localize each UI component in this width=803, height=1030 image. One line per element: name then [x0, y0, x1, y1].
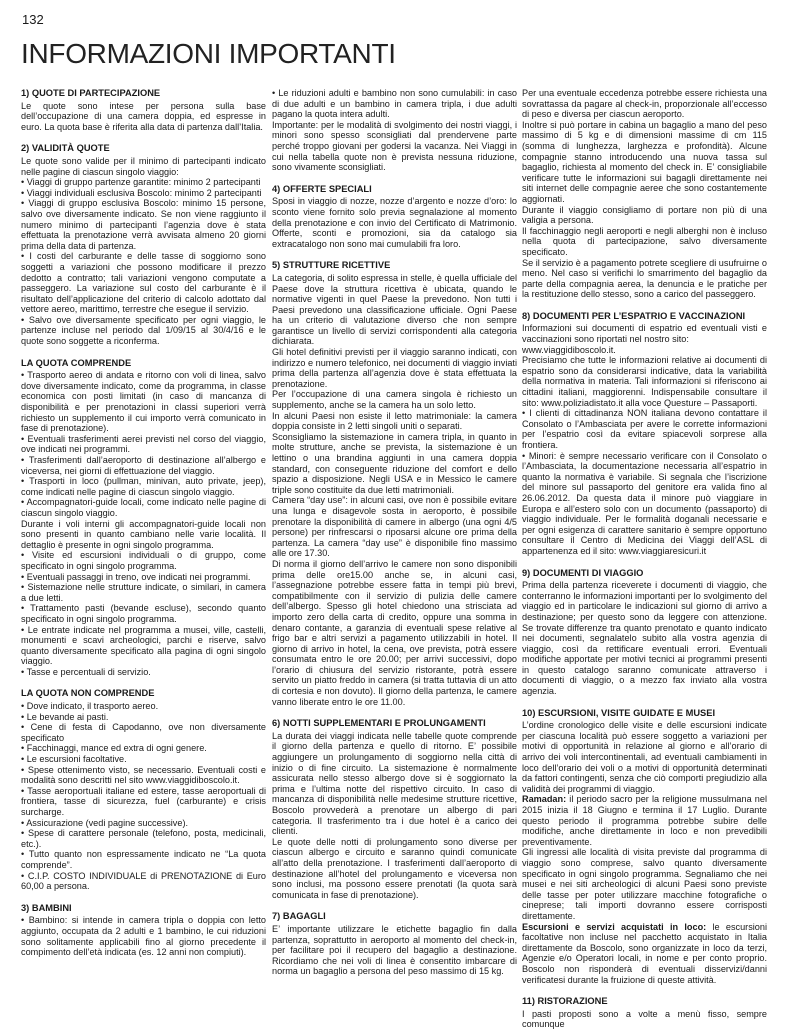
section-paragraph: • Le riduzioni adulti e bambino non sono cumulabili: in caso di due adulti e un bambino in camera tripla, i due adulti pagano la quota intera adulti.	[272, 88, 517, 120]
section-heading: LA QUOTA NON COMPRENDE	[21, 688, 155, 699]
section-paragraph: Le quote delle notti di prolungamento sono diverse per ciascun albergo e circuito e saranno quindi comunicate all’atto della prenotazione. I trasferimenti dall’aeroporto di destinazione all’hotel del prolungamento e viceversa non sono inclusi, ma possono essere prenotati (la quota sarà comunicata in fase di prenotazione).	[272, 836, 517, 900]
section	[21, 143, 266, 346]
section-paragraph: Le quote sono intese per persona sulla base dell’occupazione di una camera doppia, ed espresse in euro. La quota base è riferita alla data di partenza dall’Italia.	[21, 100, 266, 132]
section-paragraph: • Le escursioni facoltative.	[21, 754, 127, 765]
section-paragraph: • C.I.P. COSTO INDIVIDUALE di PRENOTAZIONE di Euro 60,00 a persona.	[21, 870, 266, 892]
section-paragraph: • Viaggi individuali esclusiva Boscolo: minimo 2 partecipanti	[21, 187, 262, 198]
section-heading: 11) RISTORAZIONE	[522, 996, 608, 1007]
section	[272, 184, 517, 250]
section-paragraph: L’ordine cronologico delle visite e delle escursioni indicate per ciascuna località può essere soggetto a variazioni per motivi di opportunità in relazione al giorno e all’orario di arrivo dei voli intercontinentali, ad eventuali cambiamenti in loco dell’orario dei voli o a motivi di opportunità determinati da fattori contingenti, senza che ciò comporti pregiudizio alla validità dei programmi di viaggio.	[522, 720, 767, 794]
section	[272, 260, 517, 707]
section-paragraph: Per una eventuale eccedenza potrebbe essere richiesta una sovrattassa da pagare al check-in, proporzionale all’eccesso di peso e diversa per ciascun aeroporto.	[522, 88, 767, 120]
section-paragraph: • Trattamento pasti (bevande escluse), secondo quanto specificato in ogni singolo programma.	[21, 603, 266, 624]
section-paragraph: • Facchinaggi, mance ed extra di ogni genere.	[21, 743, 207, 754]
section-paragraph: La categoria, di solito espressa in stelle, è quella ufficiale del Paese dove la struttura ricettiva è ubicata, quando le normative vigenti in quel Paese la prevedono. Non tutti i Paesi prevedono una classificazione ufficiale. Ogni Paese ha un criterio di valutazione diverso che non sempre garantisce un livello di servizi corrispondenti alla categoria dichiarata.	[272, 272, 517, 347]
text-column-1	[21, 88, 266, 1016]
section-paragraph: • Sistemazione nelle strutture indicate, o similari, in camera a due letti.	[21, 582, 266, 603]
section-heading: 10) ESCURSIONI, VISITE GUIDATE E MUSEI	[522, 707, 716, 718]
section-paragraph: • Viaggi di gruppo esclusiva Boscolo: minimo 15 persone, salvo ove diversamente indicato. Se non viene raggiunto il numero minimo di partecipanti l’agenzia dove è stata effettuata la prenotazione verrà avvisata almeno 20 giorni prima della data di partenza.	[21, 198, 266, 251]
section-paragraph: Precisiamo che tutte le informazioni relative ai documenti di espatrio sono da considerarsi indicative, data la variabilità della normativa in materia. Tali informazioni si riferiscono ai cittadini italiani, maggiorenni. Indispensabile consultare il sito: www.poliziadistato.it alla voce Questure – Passaporti.	[522, 355, 767, 408]
section-paragraph: Ramadan: il periodo sacro per la religione mussulmana nel 2015 inizia il 18 Giugno e termina il 17 Luglio. Durante questo periodo il programma potrebbe subire delle modifiche, anche direttamente in loco e non prevedibili preventivamente.	[522, 794, 767, 847]
section-paragraph: • Tasse aeroportuali italiane ed estere, tasse aeroportuali di frontiera, tasse di sicurezza, fuel (carburante) e crisis surcharge.	[21, 785, 266, 817]
section-paragraph: www.viaggidiboscolo.it.	[522, 344, 616, 355]
section-paragraph: • Le bevande ai pasti.	[21, 711, 109, 722]
section-paragraph: • Eventuali passaggi in treno, ove indicati nei programmi.	[21, 571, 251, 582]
section-heading: 2) VALIDITÀ QUOTE	[21, 143, 110, 154]
section-paragraph: Le quote sono valide per il minimo di partecipanti indicato nelle pagine di ciascun singolo viaggio:	[21, 155, 266, 177]
section-paragraph: Durante il viaggio consigliamo di portare non più di una valigia a persona.	[522, 204, 767, 226]
section-paragraph: • Minori: è sempre necessario verificare con il Consolato o l’Ambasciata, la documentazione necessaria all’espatrio in quanto la normativa è variabile. Si segnala che l’iscrizione del minore sul passaporto del genitore era valida fino al 26.06.2012. Da questa data il minore può viaggiare in Europa e all’estero solo con un documento (passaporto) di viaggio individuale. Per le formalità doganali necessarie e per ogni esigenza di carattere sanitario è sempre opportuno consultare il Centro di Medicina dei Viaggi dell’ASL di appartenenza ed il sito: www.viaggiaresicuri.it	[522, 450, 767, 556]
page-title: INFORMAZIONI IMPORTANTI	[21, 38, 396, 69]
section-paragraph: • Tasse e percentuali di servizio.	[21, 666, 151, 677]
section	[522, 88, 767, 300]
section-paragraph: • I costi del carburante e delle tasse di soggiorno sono soggetti a variazioni che possono modificare il prezzo dedotto a contratto; tali variazioni vengono computate a passeggero. La variazione sul costo del carburante è il risultato dell’applicazione del criterio di calcolo adottato dal vettore aereo, marittimo, terrestre che esegue il servizio.	[21, 251, 266, 315]
section	[21, 358, 266, 678]
section-paragraph: Il facchinaggio negli aeroporti e negli alberghi non è incluso nella quota di partecipazione, salvo diversamente specificato.	[522, 225, 767, 257]
section-heading: 4) OFFERTE SPECIALI	[272, 183, 372, 194]
section-paragraph: • I clienti di cittadinanza NON italiana devono contattare il Consolato o l’Ambasciata per avere le corrette informazioni per l’espatrio così da evitare spiacevoli sorprese alla frontiera.	[522, 408, 767, 450]
section	[21, 88, 266, 132]
section	[522, 568, 767, 697]
section-paragraph: Sconsigliamo la sistemazione in camera tripla, in quanto in molte strutture, anche se prevista, la sistemazione è un lettino o una brandina aggiunti in una camera doppia standard, con conseguente riduzione del comfort e dello spazio a disposizione. Negli USA e in Messico le camere triple sono costituite da due letti matrimoniali.	[272, 431, 517, 495]
section	[522, 708, 767, 985]
section-paragraph: • Trasferimenti dall’aeroporto di destinazione all’albergo e viceversa, nei giorni di effettuazione del viaggio.	[21, 455, 266, 476]
section	[272, 911, 517, 977]
section-heading: LA QUOTA COMPRENDE	[21, 357, 132, 368]
section-paragraph: • Cene di festa di Capodanno, ove non diversamente specificato	[21, 722, 266, 743]
section-paragraph: • Spese di carattere personale (telefono, posta, medicinali, etc.).	[21, 828, 266, 849]
section-paragraph: La durata dei viaggi indicata nelle tabelle quote comprende il giorno della partenza e quello di ritorno. E’ possibile aggiungere un prolungamento di soggiorno nella città di inizio o di fine circuito. La sistemazione è normalmente assicurata nello stesso albergo dove si è soggiornato la prima e l’ultima notte del rispettivo circuito. In caso di mancanza di disponibilità nelle medesime strutture ricettive, Boscolo provvederà a prenotare un albergo di pari categoria. Il trasferimento tra i due hotel è a carico dei clienti.	[272, 730, 517, 837]
section-heading: 9) DOCUMENTI DI VIAGGIO	[522, 567, 644, 578]
section-paragraph: Gli hotel definitivi previsti per il viaggio saranno indicati, con indirizzo e numero telefonico, nei documenti di viaggio inviati prima della partenza all’agenzia dove è stata effettuata la prenotazione.	[272, 347, 517, 389]
section-paragraph: • Viaggi di gruppo partenze garantite: minimo 2 partecipanti	[21, 177, 261, 188]
section-paragraph: In alcuni Paesi non esiste il letto matrimoniale: la camera doppia consiste in 2 letti singoli uniti o separati.	[272, 410, 517, 432]
section-paragraph: • Assicurazione (vedi pagine successive).	[21, 817, 189, 828]
section-paragraph: Di norma il giorno dell’arrivo le camere non sono disponibili prima delle ore15.00 anche se, in alcuni casi, l’assegnazione potrebbe essere fatta in tempi più brevi, compatibilmente con il servizio di pulizia delle camere dell’albergo. Spesso gli hotel chiedono una strisciata ad importo zero della carta di credito, oppure una somma in denaro contante, a garanzia di eventuali spese relative al frigo bar e altri servizi a pagamento utilizzabili in hotel. Il giorno di arrivo in hotel, la cena, ove prevista, potrà essere consumata entro le ore 20.00; per arrivi successivi, dopo l’orario di chiusura del servizio ristorante, potrà essere servito un piatto freddo in camera (si tratta tuttavia di un atto di cortesia e non dovuto). Il giorno della partenza, le camere vanno liberate entro le ore 11.00.	[272, 558, 517, 707]
section	[522, 996, 767, 1030]
section-paragraph: Durante i voli interni gli accompagnatori-guide locali non sono presenti in quanto cambiano nelle varie località. Il dettaglio è presente in ogni singolo programma.	[21, 518, 266, 550]
section-heading: 7) BAGAGLI	[272, 911, 326, 922]
section-paragraph: • Spese ottenimento visto, se necessario. Eventuali costi e modalità sono descritti nel sito www.viaggidiboscolo.it.	[21, 764, 266, 786]
section-paragraph: Prima della partenza riceverete i documenti di viaggio, che conterranno le informazioni importanti per lo svolgimento del viaggio ed in particolare le indicazioni sul giorno di arrivo a destinazione; per questo sono da leggere con attenzione. Se trovate differenze tra quanto prenotato e quanto indicato nei documenti, segnalatelo subito alla vostra agenzia di viaggio, così da rettificare eventuali errori. Eventuali modifiche apportate per motivi tecnici ai programmi presenti in questo catalogo saranno comunicate attraverso i documenti di viaggio, o a mezzo fax inviato alla vostra agenzia.	[522, 580, 767, 697]
section	[522, 311, 767, 557]
section-heading: 6) NOTTI SUPPLEMENTARI E PROLUNGAMENTI	[272, 718, 486, 729]
section-paragraph: Inoltre si può portare in cabina un bagaglio a mano del peso massimo di 5 kg e di dimensioni massime di cm 115 (somma di lunghezza, larghezza e profondità). Alcune compagnie stanno introducendo una nuova tassa sul bagaglio, richiesta al momento del check in. E’ consigliabile verificare tutte le informazioni sui bagagli direttamente nei siti internet delle compagnie aeree che sono costantemente aggiornati.	[522, 119, 767, 204]
section-heading: 3) BAMBINI	[21, 902, 72, 913]
text-column-3	[522, 88, 767, 1030]
section-paragraph: • Trasporto aereo di andata e ritorno con voli di linea, salvo dove diversamente indicato, come da programma, in classe economica con posti limitati (in caso di mancanza di disponibilità e per prenotazioni in classi superiori verrà richiesto un supplemento il cui importo verrà comunicato in fase di prenotazione).	[21, 370, 266, 434]
section-paragraph: Se il servizio è a pagamento potrete scegliere di usufruirne o meno. Nel caso si verifichi lo smarrimento del bagaglio da parte della compagnia aerea, la denuncia e le pratiche per la restituzione dello stesso, sono a carico del passeggero.	[522, 257, 767, 300]
section	[21, 688, 266, 891]
section-heading: 8) DOCUMENTI PER L’ESPATRIO E VACCINAZIONI	[522, 310, 746, 321]
text-column-2	[272, 88, 517, 1016]
section-paragraph: • Visite ed escursioni individuali o di gruppo, come specificato in ogni singolo programma.	[21, 550, 266, 571]
section	[272, 718, 517, 900]
section-paragraph: Escursioni e servizi acquistati in loco: le escursioni facoltative non incluse nel pacchetto acquistato in Italia direttamente da Boscolo, sono organizzate in loco da terzi, Agenzie e/o Operatori locali, in nome e per conto proprio. Boscolo non risponderà di eventuali disservizi/danni verificatesi durante la fruizione di queste attività.	[522, 921, 767, 985]
section-heading: 1) QUOTE DI PARTECIPAZIONE	[21, 88, 161, 98]
section-paragraph: • Le entrate indicate nel programma a musei, ville, castelli, monumenti e scavi archeologici, parchi e riserve, salvo quanto diversamente specificato alla pagina di ogni singolo viaggio.	[21, 624, 266, 667]
section-paragraph: E’ importante utilizzare le etichette bagaglio fin dalla partenza, soprattutto in aeroporto al momento del check-in, per facilitare poi il recupero del bagaglio a destinazione. Ricordiamo che nei voli di linea è consentito imbarcare di norma un bagaglio a persona del peso massimo di 15 kg.	[272, 923, 517, 977]
section-paragraph: Gli ingressi alle località di visita previste dal programma di viaggio sono comprese, salvo quanto diversamente specificato in ogni singolo programma. Segnaliamo che nei musei e nei siti archeologici di alcuni Paesi sono previste delle tasse per poter utilizzare macchine fotografiche o cineprese; tali importi dovranno essere corrisposti direttamente.	[522, 847, 767, 921]
section-paragraph: Importante: per le modalità di svolgimento dei nostri viaggi, i minori sono spesso sconsigliati dal prendervene parte perché troppo giovani per godersi la vacanza. Nei Viaggi in cui nella tabella quote non è prevista nessuna riduzione, sono vivamente sconsigliati.	[272, 119, 517, 173]
section-paragraph: I pasti proposti sono a volte a menù fisso, sempre comunque	[522, 1008, 767, 1030]
section-paragraph: Sposi in viaggio di nozze, nozze d’argento e nozze d’oro: lo sconto viene fornito solo previa segnalazione al momento della prenotazione e con invio del Certificato di Matrimonio. Offerte, sconti e promozioni, sia da catalogo sia extracatalogo non sono mai cumulabili fra loro.	[272, 196, 517, 249]
section-paragraph: • Salvo ove diversamente specificato per ogni viaggio, le partenze incluse nel periodo dal 1/09/15 al 30/4/16 e le quote sono soggette a riconferma.	[21, 314, 266, 347]
section-paragraph: Camera “day use”: in alcuni casi, ove non è possibile evitare una lunga e disagevole sosta in aeroporto, è possibile prenotare la disponibilità di camere in albergo (una ogni 4/5 persone) per rinfrescarsi o riposarsi alcune ore prima della partenza. La camera “day use” è disponibile fino massimo alle ore 17.30.	[272, 495, 517, 559]
section-paragraph: • Tutto quanto non espressamente indicato ne “La quota comprende”.	[21, 849, 266, 870]
section-paragraph: • Eventuali trasferimenti aerei previsti nel corso del viaggio, ove indicati nei programmi.	[21, 433, 266, 455]
section-paragraph: Per l’occupazione di una camera singola è richiesto un supplemento, anche se la camera ha un solo letto.	[272, 389, 517, 411]
section-paragraph: • Dove indicato, il trasporto aereo.	[21, 701, 159, 712]
section-paragraph: • Trasporti in loco (pullman, minivan, auto private, jeep), come indicati nelle pagine di ciascun singolo viaggio.	[21, 476, 266, 497]
section	[21, 903, 266, 958]
section-paragraph: • Accompagnatori-guide locali, come indicato nelle pagine di ciascun singolo viaggio.	[21, 497, 266, 518]
section-heading: 5) STRUTTURE RICETTIVE	[272, 260, 391, 271]
section-paragraph: • Bambino: si intende in camera tripla o doppia con letto aggiunto, occupata da 2 adulti e 1 bambino, le cui riduzioni sono solitamente applicabili fino al giorno precedente il compimento dell’età indicata (es. 12 anni non compiuti).	[21, 915, 266, 958]
page-number: 132	[22, 12, 44, 27]
section-paragraph: Informazioni sui documenti di espatrio ed eventuali visti e vaccinazioni sono riportati nel nostro sito:	[522, 323, 767, 345]
section	[272, 88, 517, 173]
